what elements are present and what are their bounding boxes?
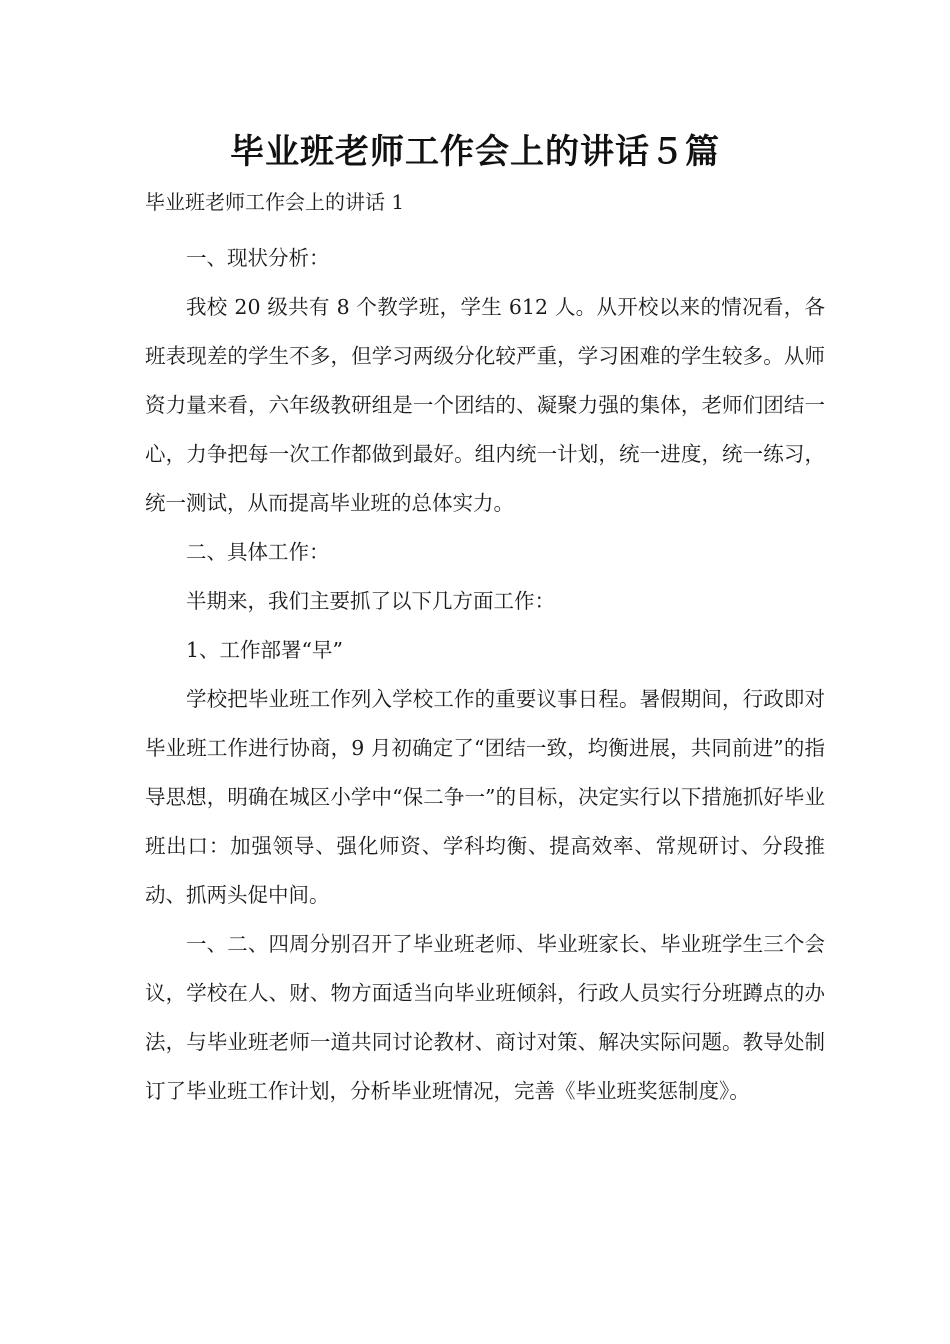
document-subtitle: 毕业班老师工作会上的讲话 1 bbox=[145, 190, 405, 214]
paragraph-half-term-intro: 半期来，我们主要抓了以下几方面工作： bbox=[186, 589, 555, 613]
paragraph-status-analysis: 我校 20 级共有 8 个教学班，学生 612 人。从开校以来的情况看，各班表现差的学生不多，但学习两级分化较严重，学习困难的学生较多。从师资力量来看，六年级教研组是一个团结的、凝聚力强的集体，老师们团结一心，力争把每一次工作都做到最好。组内统一计划，统一进度，统一练习，统一测试，从而提高毕业班的总体实力。 bbox=[145, 295, 825, 515]
section-heading-status-analysis: 一、现状分析： bbox=[186, 246, 330, 270]
section-heading-specific-work: 二、具体工作： bbox=[186, 540, 330, 564]
paragraph-early-deployment: 学校把毕业班工作列入学校工作的重要议事日程。暑假期间，行政即对毕业班工作进行协商，9 月初确定了“团结一致，均衡进展，共同前进”的指导思想，明确在城区小学中“保二争一”的目标，决定实行以下措施抓好毕业班出口：加强领导、强化师资、学科均衡、提高效率、常规研讨、分段推动、抓两头促中间。 bbox=[145, 687, 825, 907]
item-heading-early-deployment: 1、工作部署“早” bbox=[186, 638, 344, 662]
document-title: 毕业班老师工作会上的讲话５篇 bbox=[230, 132, 720, 172]
paragraph-meetings: 一、二、四周分别召开了毕业班老师、毕业班家长、毕业班学生三个会议，学校在人、财、物方面适当向毕业班倾斜，行政人员实行分班蹲点的办法，与毕业班老师一道共同讨论教材、商讨对策、解决实际问题。教导处制订了毕业班工作计划，分析毕业班情况，完善《毕业班奖惩制度》。 bbox=[145, 932, 825, 1103]
document-page bbox=[145, 126, 825, 1116]
